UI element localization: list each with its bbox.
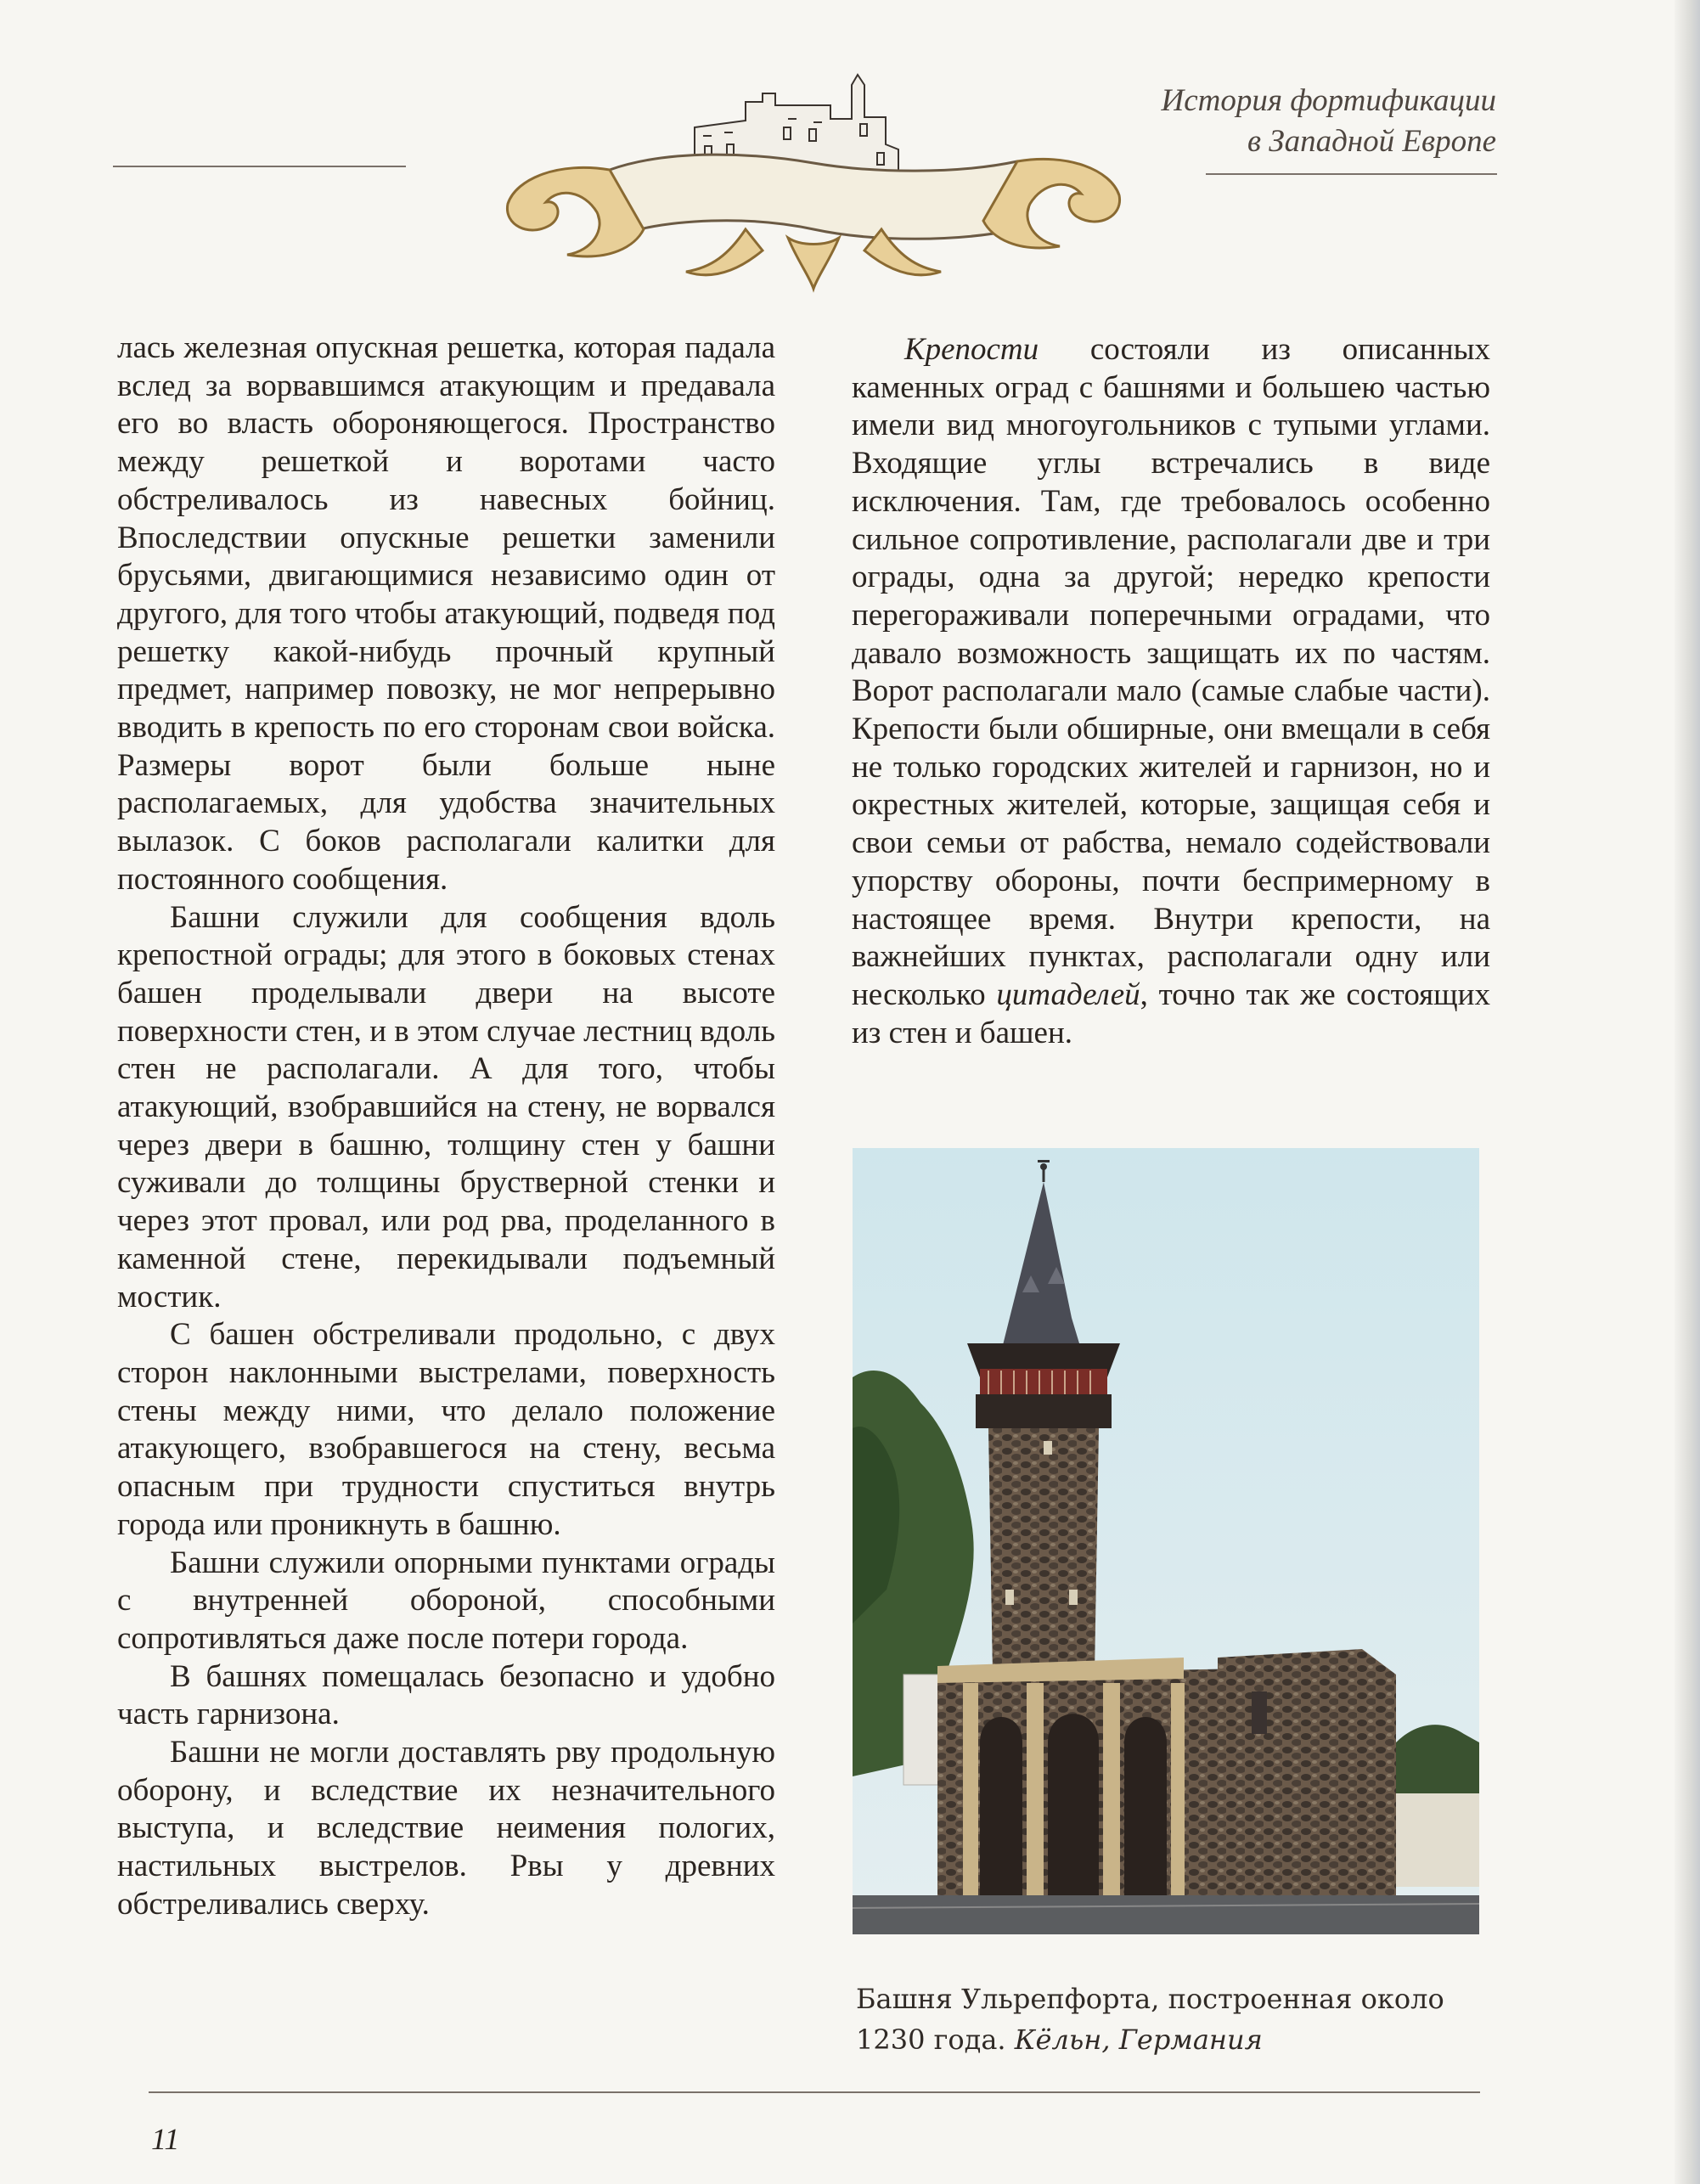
castle-banner-ornament (389, 68, 1238, 323)
caption-place: Кёльн, Германия (1014, 2024, 1263, 2056)
page-edge (1675, 0, 1700, 2184)
paragraph: Башни служили опорными пунктами ограды с внутренней обороной, способными сопротивляться даже после потери города. (117, 1545, 775, 1656)
running-header-line-1: История фортификации (1161, 83, 1496, 118)
paragraph: В башнях помещалась безопасно и удобно часть гарнизона. (117, 1658, 775, 1732)
footer-rule (149, 2091, 1480, 2093)
tower-photo (853, 1148, 1479, 1934)
paragraph: Башни служили для сообщения вдоль крепостной ограды; для этого в боковых стенах башен проделывали двери на высоте поверхности стен, и в этом случае лестниц вдоль стен не располагали. А для того, чтобы атакующий, взобравшийся на стену, не ворвался через двери в башню, толщину стен у башни суживали до толщины брустверной стенки и через этот провал, или род рва, проделанного в каменной стене, перекидывали подъемный мостик. (117, 899, 775, 1314)
term-fortresses: Крепости (904, 332, 1039, 367)
term-citadels: цитаделей (996, 977, 1140, 1012)
right-text-column (852, 331, 1490, 1052)
page-number: 11 (151, 2122, 180, 2156)
paragraph: С башен обстреливали продольно, с двух сторон наклонными выстрелами, поверхность стены между ними, что делало положение атакующего, взобравшегося на стену, весьма опасным при трудности спуститься внутрь города или проникнуть в башню. (117, 1317, 775, 1542)
running-header-line-2: в Западной Европе (1247, 124, 1496, 159)
banner-ribbon (597, 155, 1030, 239)
header-rule-left (113, 166, 406, 167)
paragraph: Башни не могли доставлять рву продольную оборону, и вследствие их незначительного выступа, и вследствие неимения пологих, настильных выстрелов. Рвы у древних обстреливались сверху. (117, 1735, 775, 1922)
header-rule-right (1206, 173, 1497, 175)
paragraph: Крепости состояли из описанных каменных оград с башнями и большею частью имели вид многоугольников с тупыми углами. Входящие углы встречались в виде исключения. Там, где требовалось особенно сильное сопротивление, располагали две и три ограды, одна за другой; нередко крепости перегораживали поперечными оградами, что давало возможность защищать их по частям. Ворот располагали мало (самые слабые части). Крепости были обширные, они вмещали в себя не только городских жителей и гарнизон, но и окрестных жителей, которые, защищая себя и свои семьи от рабства, немало содействовали упорству обороны, почти беспримерному в настоящее время. Внутри крепости, на важнейших пунктах, располагали одну или несколько цитаделей, точно так же состоящих из стен и башен. (852, 332, 1490, 1050)
tower-photo-illustration (853, 1148, 1479, 1934)
paragraph: лась железная опускная решетка, которая падала вслед за ворвавшимся атакующим и предавала его во власть обороняющегося. Пространство между решеткой и воротами часто обстреливалось из навесных бойниц. Впоследствии опускные решетки заменили брусьями, двигающимися независимо один от другого, для того чтобы атакующий, подведя под решетку какой-нибудь прочный крупный предмет, например повозку, не мог непрерывно вводить в крепость по его сторонам свои войска. Размеры ворот были больше ныне располагаемых, для удобства значительных вылазок. С боков располагали калитки для постоянного сообщения. (117, 330, 775, 897)
caption-text: Башня Ульрепфорта, построенная около 1230 года. (856, 1983, 1444, 2056)
figure-caption (856, 1979, 1501, 2060)
left-text-column (117, 329, 775, 1924)
